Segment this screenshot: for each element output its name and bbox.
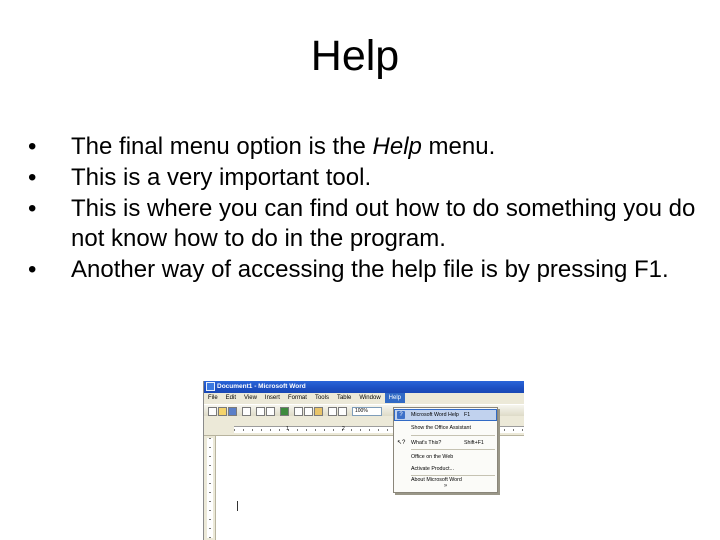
menu-view[interactable]: View (244, 395, 257, 401)
bullet-item (28, 255, 718, 285)
print-icon[interactable] (256, 407, 265, 416)
help-menu-dropdown (393, 407, 498, 493)
zoom-select[interactable]: 100% (352, 407, 382, 416)
save-icon[interactable] (228, 407, 237, 416)
menu-tools[interactable]: Tools (314, 395, 329, 401)
paste-icon[interactable] (314, 407, 323, 416)
redo-icon[interactable] (338, 407, 347, 416)
menu-item-label: Microsoft Word Help (411, 412, 459, 418)
menu-window[interactable]: Window (359, 395, 381, 401)
word-window-title: Document1 - Microsoft Word (217, 383, 306, 390)
menu-item-office-assistant[interactable] (394, 422, 497, 434)
word-menu-bar (204, 393, 524, 403)
bullet-text: This is a very important tool. (71, 164, 372, 191)
expand-menu-chevron-icon[interactable]: » (443, 483, 448, 489)
word-title-bar (204, 381, 524, 393)
bullet-list (28, 132, 718, 286)
spelling-icon[interactable] (280, 407, 289, 416)
open-folder-icon[interactable] (218, 407, 227, 416)
ruler-number: 2 (342, 426, 345, 432)
menu-item-label: Office on the Web (411, 454, 454, 460)
ruler-number: 1 (286, 426, 289, 432)
bullet-text: This is where you can find out how to do something you do not know how to do in the program. (71, 195, 696, 252)
word-app-icon (206, 382, 215, 391)
menu-table[interactable]: Table (336, 395, 352, 401)
bullet-text: The final menu option is the (71, 133, 373, 160)
bullet-text-end: menu. (421, 133, 496, 160)
bullet-item (28, 194, 718, 254)
menu-item-word-help[interactable] (394, 409, 497, 421)
menu-item-whats-this[interactable] (394, 437, 497, 449)
menu-file[interactable]: File (208, 395, 218, 401)
menu-item-label: Show the Office Assistant (411, 425, 471, 431)
menu-separator (411, 435, 495, 436)
word-screenshot (203, 381, 524, 540)
menu-format[interactable]: Format (287, 395, 307, 401)
bullet-icon: • (28, 164, 37, 191)
menu-item-label: What's This? (411, 440, 442, 446)
menu-item-office-web[interactable] (394, 451, 497, 463)
vertical-ruler-scale (207, 438, 213, 538)
new-document-icon[interactable] (208, 407, 217, 416)
bullet-item (28, 163, 718, 193)
bullet-icon: • (28, 133, 37, 160)
menu-insert[interactable]: Insert (264, 395, 280, 401)
bullet-icon: • (28, 256, 37, 283)
undo-icon[interactable] (328, 407, 337, 416)
bullet-emphasis: Help (372, 133, 422, 160)
menu-edit[interactable]: Edit (225, 395, 237, 401)
menu-help[interactable]: Help (385, 393, 405, 403)
text-cursor (237, 501, 238, 511)
bullet-item (28, 132, 718, 162)
slide-title: Help (310, 32, 400, 80)
pointer-help-icon: ↖? (397, 440, 406, 446)
menu-item-shortcut: F1 (464, 412, 471, 418)
copy-icon[interactable] (304, 407, 313, 416)
print-preview-icon[interactable] (266, 407, 275, 416)
help-icon: ? (397, 411, 405, 419)
menu-item-label: About Microsoft Word (411, 477, 462, 483)
bullet-text: Another way of accessing the help file is by pressing F1. (71, 256, 669, 283)
menu-item-shortcut: Shift+F1 (464, 440, 484, 446)
menu-item-label: Activate Product... (411, 466, 454, 472)
bullet-icon: • (28, 195, 37, 222)
permission-icon[interactable] (242, 407, 251, 416)
cut-icon[interactable] (294, 407, 303, 416)
vertical-ruler (204, 436, 216, 540)
menu-separator (411, 449, 495, 450)
